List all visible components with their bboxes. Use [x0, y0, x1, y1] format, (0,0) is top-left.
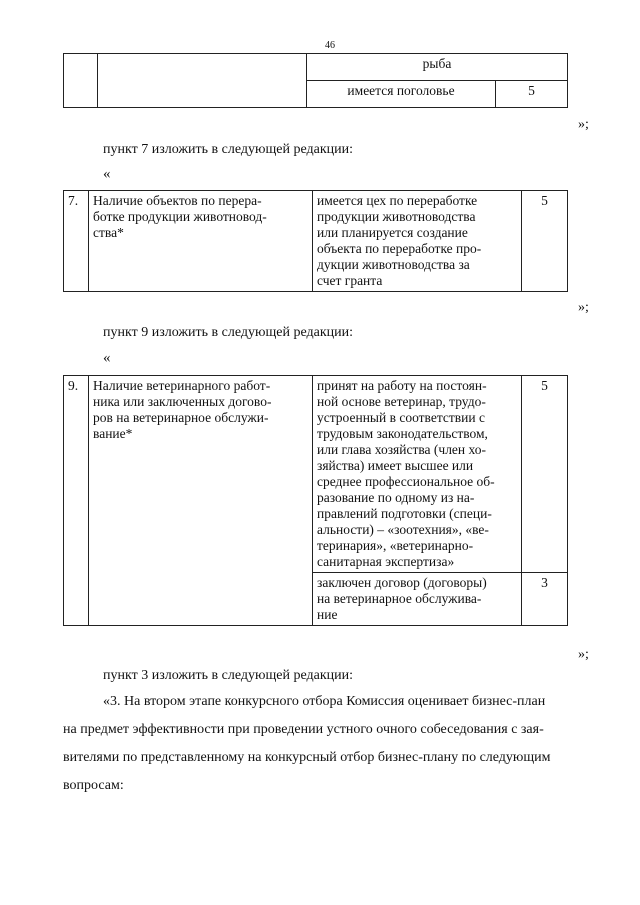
opening-quote-1: « [103, 166, 111, 182]
top-table-fragment [63, 53, 568, 108]
table-cell-condition-1: принят на работу на постоян- ной основе ветеринар, трудо- устроенный в соответствии с трудовым законодательством, или глава хозяйства (член хо- зяйства) имеет высшее или среднее профессиональное об- разование по одному из на- правлений подготовки (специ- альности) – «зоотехния», «ве- теринария», «ветеринарно- санитарная экспертиза» [313, 376, 522, 573]
table-item-7 [63, 190, 568, 292]
opening-quote-2: « [103, 350, 111, 366]
table-cell-criterion [98, 54, 307, 108]
table-cell-num [64, 54, 98, 108]
body-paragraph [63, 688, 598, 800]
table-cell-score: 5 [522, 191, 568, 292]
table-item-9 [63, 375, 568, 626]
table-cell-num: 7. [64, 191, 89, 292]
table-cell-criterion: Наличие объектов по перера- ботке продукции животновод- ства* [89, 191, 313, 292]
table-cell-livestock: имеется поголовье [307, 81, 496, 108]
table-cell-criterion: Наличие ветеринарного работ- ника или заключенных догово- ров на ветеринарное обслужи- вание* [89, 376, 313, 626]
page-number: 46 [325, 40, 335, 51]
table-cell-condition-2: заключен договор (договоры) на ветеринарное обслужива- ние [313, 573, 522, 626]
body-line: вителями по представленному на конкурсный отбор бизнес-плану по следующим [63, 750, 551, 765]
body-line: «3. На втором этапе конкурсного отбора Комиссия оценивает бизнес-план [103, 694, 546, 709]
paragraph-item-3: пункт 3 изложить в следующей редакции: [103, 668, 353, 683]
table-cell-fish: рыба [307, 54, 568, 81]
table-cell-condition: имеется цех по переработке продукции животноводства или планируется создание объекта по переработке про- дукции животноводства за счет гранта [313, 191, 522, 292]
closing-quote-2: »; [578, 300, 589, 315]
body-line: вопросам: [63, 778, 124, 793]
paragraph-item-7: пункт 7 изложить в следующей редакции: [103, 142, 353, 157]
table-cell-score-1: 5 [522, 376, 568, 573]
body-line: на предмет эффективности при проведении устного очного собеседования с зая- [63, 722, 544, 737]
table-cell-score-2: 3 [522, 573, 568, 626]
closing-quote-3: »; [578, 647, 589, 662]
table-cell-score: 5 [496, 81, 568, 108]
table-cell-num: 9. [64, 376, 89, 626]
paragraph-item-9: пункт 9 изложить в следующей редакции: [103, 325, 353, 340]
closing-quote-1: »; [578, 117, 589, 132]
